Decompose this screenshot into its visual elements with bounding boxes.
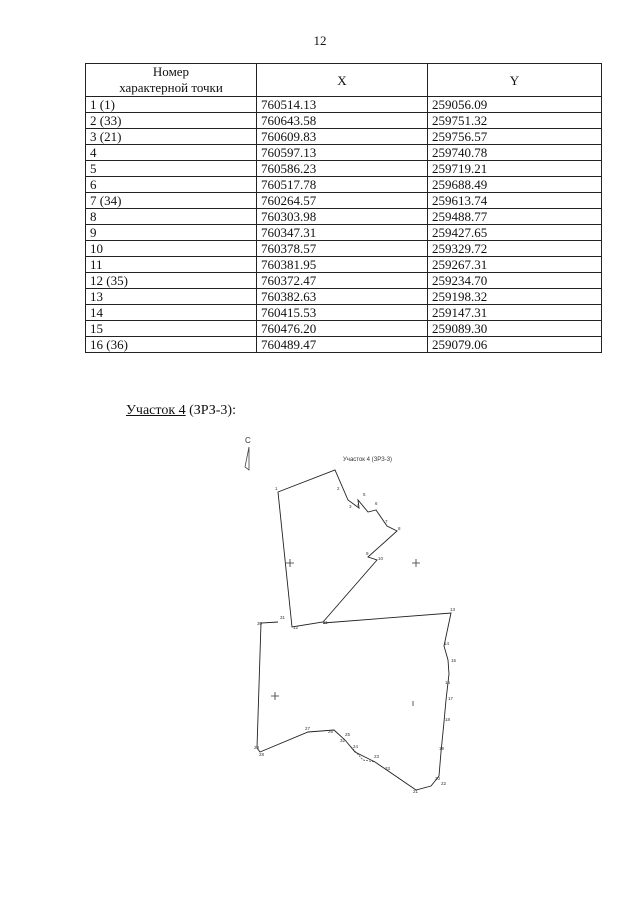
x-cell: 760378.57	[257, 241, 428, 257]
y-cell: 259267.31	[428, 257, 602, 273]
x-cell: 760381.95	[257, 257, 428, 273]
point-label: 5	[363, 492, 366, 497]
section-title: Участок 4	[126, 403, 186, 418]
y-cell: 259198.32	[428, 289, 602, 305]
table-row	[86, 161, 602, 177]
point-label: 3	[349, 504, 352, 509]
table-row	[86, 289, 602, 305]
point-label: 12	[293, 625, 299, 630]
x-cell: 760415.53	[257, 305, 428, 321]
y-cell: 259719.21	[428, 161, 602, 177]
y-cell: 259234.70	[428, 273, 602, 289]
centroid-marks	[271, 559, 420, 706]
point-number-cell: 6	[86, 177, 257, 193]
point-label: 6	[375, 501, 378, 506]
table-row	[86, 193, 602, 209]
point-number-cell: 10	[86, 241, 257, 257]
north-label: С	[245, 436, 251, 445]
point-number-cell: 16 (36)	[86, 337, 257, 353]
x-cell: 760372.47	[257, 273, 428, 289]
point-label: 20	[435, 776, 441, 781]
y-cell: 259613.74	[428, 193, 602, 209]
point-number-cell: 3 (21)	[86, 129, 257, 145]
y-cell: 259756.57	[428, 129, 602, 145]
point-label: 28	[259, 752, 265, 757]
point-number-cell: 11	[86, 257, 257, 273]
section-heading	[126, 403, 236, 419]
y-cell: 259488.77	[428, 209, 602, 225]
point-label: 21	[413, 789, 419, 794]
point-label: 11	[323, 620, 328, 625]
point-label: 18	[445, 717, 451, 722]
point-number-cell: 9	[86, 225, 257, 241]
point-labels	[254, 486, 457, 794]
x-cell: 760489.47	[257, 337, 428, 353]
point-label: 32	[340, 738, 346, 743]
header-x: X	[257, 64, 428, 97]
x-cell: 760514.13	[257, 97, 428, 113]
x-cell: 760476.20	[257, 321, 428, 337]
y-cell: 259079.06	[428, 337, 602, 353]
point-label: 10	[378, 556, 384, 561]
point-label: 13	[450, 607, 456, 612]
table-row	[86, 97, 602, 113]
point-label: 8	[398, 526, 401, 531]
x-cell: 760347.31	[257, 225, 428, 241]
table-row	[86, 113, 602, 129]
point-label: 1	[275, 486, 278, 491]
upper-parcel-outline	[278, 470, 397, 627]
table-row	[86, 145, 602, 161]
point-label: 29	[254, 745, 260, 750]
table-row	[86, 241, 602, 257]
section-code: (ЗРЗ-3):	[189, 403, 236, 418]
map-title: Участок 4 (ЗРЗ-3)	[343, 457, 393, 463]
page-number: 12	[313, 33, 327, 48]
point-number-cell: 13	[86, 289, 257, 305]
point-label: 33	[385, 766, 391, 771]
x-cell: 760517.78	[257, 177, 428, 193]
point-label: 31	[280, 615, 286, 620]
x-cell: 760643.58	[257, 113, 428, 129]
point-label: 9	[366, 551, 369, 556]
coordinates-table	[85, 63, 602, 353]
table-row	[86, 305, 602, 321]
point-label: 25	[345, 732, 351, 737]
point-number-cell: 15	[86, 321, 257, 337]
point-label: 26	[328, 729, 334, 734]
point-number-cell: 2 (33)	[86, 113, 257, 129]
table-row	[86, 321, 602, 337]
point-number-cell: 7 (34)	[86, 193, 257, 209]
point-number-cell: 1 (1)	[86, 97, 257, 113]
point-label: 22	[441, 781, 447, 786]
point-label: 23	[374, 754, 380, 759]
point-label: 4	[357, 502, 360, 507]
y-cell: 259089.30	[428, 321, 602, 337]
y-cell: 259427.65	[428, 225, 602, 241]
y-cell: 259740.78	[428, 145, 602, 161]
point-label: 2	[337, 486, 340, 491]
north-arrow-icon	[245, 436, 251, 470]
header-point-number: Номер характерной точки	[86, 64, 257, 97]
x-cell: 760382.63	[257, 289, 428, 305]
point-label: 14	[444, 641, 450, 646]
point-label: 15	[451, 658, 457, 663]
point-label: 19	[439, 746, 445, 751]
header-y: Y	[428, 64, 602, 97]
x-cell: 760609.83	[257, 129, 428, 145]
table-row	[86, 257, 602, 273]
point-label: 30	[257, 621, 263, 626]
table-row	[86, 177, 602, 193]
y-cell: 259056.09	[428, 97, 602, 113]
point-label: 27	[305, 726, 311, 731]
x-cell: 760264.57	[257, 193, 428, 209]
x-cell: 760597.13	[257, 145, 428, 161]
y-cell: 259147.31	[428, 305, 602, 321]
y-cell: 259751.32	[428, 113, 602, 129]
table-row	[86, 273, 602, 289]
point-label: 17	[448, 696, 454, 701]
y-cell: 259329.72	[428, 241, 602, 257]
point-label: 24	[353, 744, 359, 749]
point-label: 7	[385, 519, 388, 524]
lower-parcel-outline	[257, 613, 451, 790]
table-row	[86, 225, 602, 241]
table-row	[86, 337, 602, 353]
table-row	[86, 129, 602, 145]
point-number-cell: 4	[86, 145, 257, 161]
point-number-cell: 14	[86, 305, 257, 321]
point-label: 16	[445, 680, 451, 685]
point-number-cell: 12 (35)	[86, 273, 257, 289]
table-row	[86, 209, 602, 225]
point-number-cell: 5	[86, 161, 257, 177]
x-cell: 760303.98	[257, 209, 428, 225]
y-cell: 259688.49	[428, 177, 602, 193]
parcel-plan	[235, 430, 475, 810]
x-cell: 760586.23	[257, 161, 428, 177]
point-number-cell: 8	[86, 209, 257, 225]
